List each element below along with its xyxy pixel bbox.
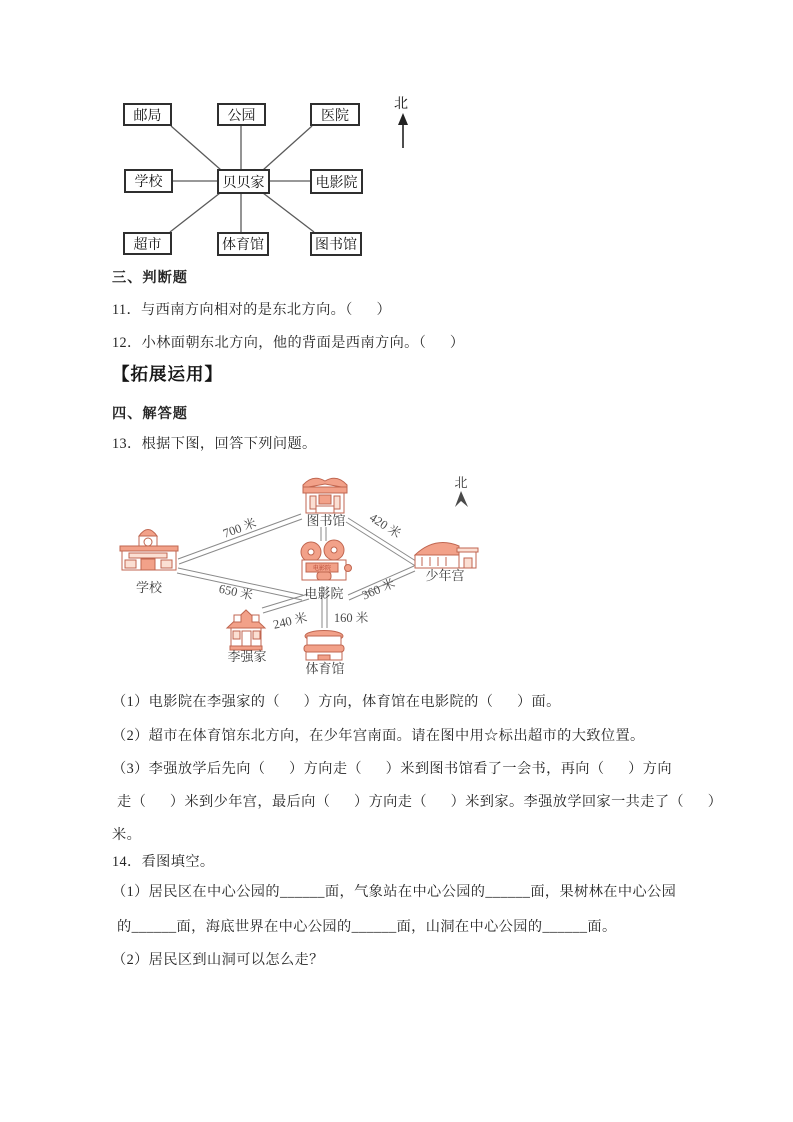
question-13-sub1: （1）电影院在李强家的（ ）方向，体育馆在电影院的（ ）面。 xyxy=(112,694,561,710)
question-13-map xyxy=(105,456,490,686)
distance-420m: 420 米 xyxy=(366,510,404,541)
diagram-box-hospital: 医院 xyxy=(310,103,360,126)
question-11: 11．与西南方向相对的是东北方向。（ ） xyxy=(112,302,392,318)
north-label: 北 xyxy=(394,97,408,112)
gym-label: 体育馆 xyxy=(305,661,345,676)
library-label: 图书馆 xyxy=(306,513,346,528)
section-3-title: 三、判断题 xyxy=(112,270,188,286)
youth-palace-label: 少年宫 xyxy=(425,568,465,583)
school-building-icon xyxy=(120,530,178,571)
question-13-sub3-line3: 米。 xyxy=(112,827,142,843)
expand-heading: 【拓展运用】 xyxy=(112,364,223,384)
youth-palace-building-icon xyxy=(415,543,478,568)
diagram-box-gym: 体育馆 xyxy=(217,232,269,256)
map-north-arrow-icon xyxy=(455,491,468,507)
question-14-intro: 14．看图填空。 xyxy=(112,854,215,870)
question-13-sub3-line2: 走（ ）米到少年宫，最后向（ ）方向走（ ）米到家。李强放学回家一共走了（ ） xyxy=(117,794,723,810)
map-north-label: 北 xyxy=(454,475,468,490)
liqiang-home-label: 李强家 xyxy=(227,649,267,664)
diagram-box-library: 图书馆 xyxy=(310,232,362,256)
north-arrow-icon xyxy=(394,112,412,150)
library-building-icon xyxy=(303,478,347,513)
section-4-title: 四、解答题 xyxy=(112,406,188,422)
cinema-sign-text: 电影院 xyxy=(312,566,332,572)
question-13-sub2: （2）超市在体育馆东北方向，在少年宫南面。请在图中用☆标出超市的大致位置。 xyxy=(112,728,645,744)
gym-building-icon xyxy=(304,631,344,661)
question-13-sub3-line1: （3）李强放学后先向（ ）方向走（ ）米到图书馆看了一会书，再向（ ）方向 xyxy=(112,761,672,777)
question-14-sub1-line1: （1）居民区在中心公园的______面，气象站在中心公园的______面，果树林在中心公园 xyxy=(112,884,677,900)
diagram-box-supermarket: 超市 xyxy=(123,232,172,255)
diagram-box-park: 公园 xyxy=(217,103,266,126)
distance-650m: 650 米 xyxy=(217,581,255,603)
distance-240m: 240 米 xyxy=(271,610,309,632)
question-13-intro: 13．根据下图，回答下列问题。 xyxy=(112,436,317,452)
distance-700m: 700 米 xyxy=(221,515,259,541)
diagram-box-school: 学校 xyxy=(124,169,173,193)
distance-360m: 360 米 xyxy=(359,576,398,603)
liqiang-home-building-icon xyxy=(227,610,265,650)
question-12: 12．小林面朝东北方向，他的背面是西南方向。（ ） xyxy=(112,335,465,351)
school-label: 学校 xyxy=(135,580,163,595)
diagram-box-post-office: 邮局 xyxy=(123,103,172,126)
question-14-sub2: （2）居民区到山洞可以怎么走？ xyxy=(112,952,324,968)
diagram-box-cinema: 电影院 xyxy=(310,169,363,194)
question-14-sub1-line2: 的______面，海底世界在中心公园的______面，山洞在中心公园的______面。 xyxy=(117,919,617,935)
distance-160m: 160 米 xyxy=(333,611,369,625)
diagram-box-beibei-home: 贝贝家 xyxy=(217,169,270,194)
cinema-building-icon xyxy=(301,540,352,580)
cinema-label: 电影院 xyxy=(304,586,344,601)
